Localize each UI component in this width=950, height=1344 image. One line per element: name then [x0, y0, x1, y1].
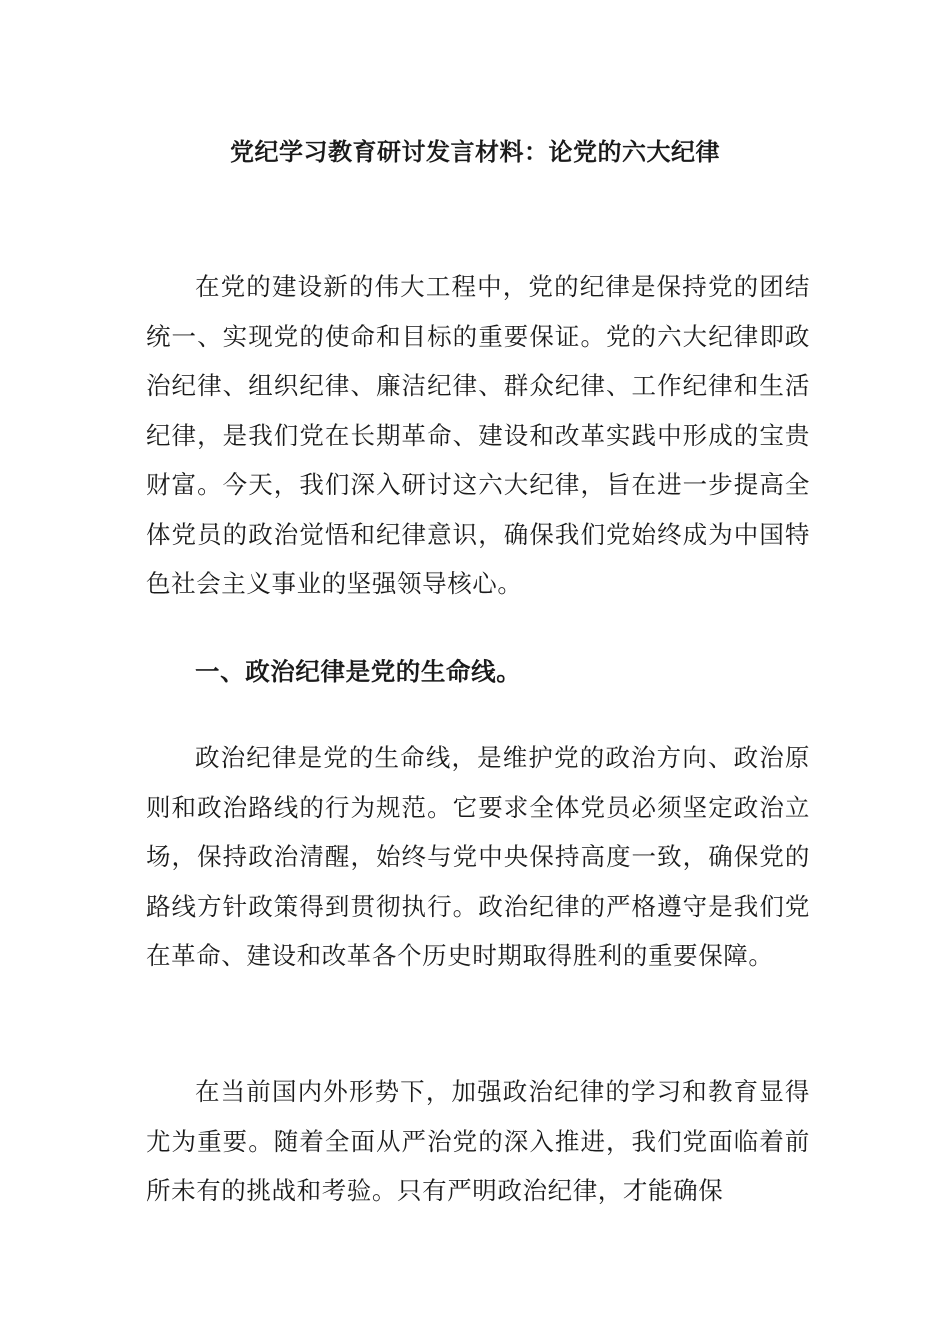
section-paragraph: 在当前国内外形势下，加强政治纪律的学习和教育显得尤为重要。随着全面从严治党的深入推进，我们党面临着前所未有的挑战和考验。只有严明政治纪律，才能确保 — [146, 1077, 810, 1205]
section-paragraph: 政治纪律是党的生命线，是维护党的政治方向、政治原则和政治路线的行为规范。它要求全体党员必须坚定政治立场，保持政治清醒，始终与党中央保持高度一致，确保党的路线方针政策得到贯彻执行。政治纪律的严格遵守是我们党在革命、建设和改革各个历史时期取得胜利的重要保障。 — [146, 743, 810, 970]
section-heading: 一、政治纪律是党的生命线。 — [195, 657, 522, 686]
document-title: 党纪学习教育研讨发言材料：论党的六大纪律 — [230, 138, 720, 166]
intro-paragraph: 在党的建设新的伟大工程中，党的纪律是保持党的团结统一、实现党的使命和目标的重要保证。党的六大纪律即政治纪律、组织纪律、廉洁纪律、群众纪律、工作纪律和生活纪律，是我们党在长期革命、建设和改革实践中形成的宝贵财富。今天，我们深入研讨这六大纪律，旨在进一步提高全体党员的政治觉悟和纪律意识，确保我们党始终成为中国特色社会主义事业的坚强领导核心。 — [146, 272, 810, 598]
